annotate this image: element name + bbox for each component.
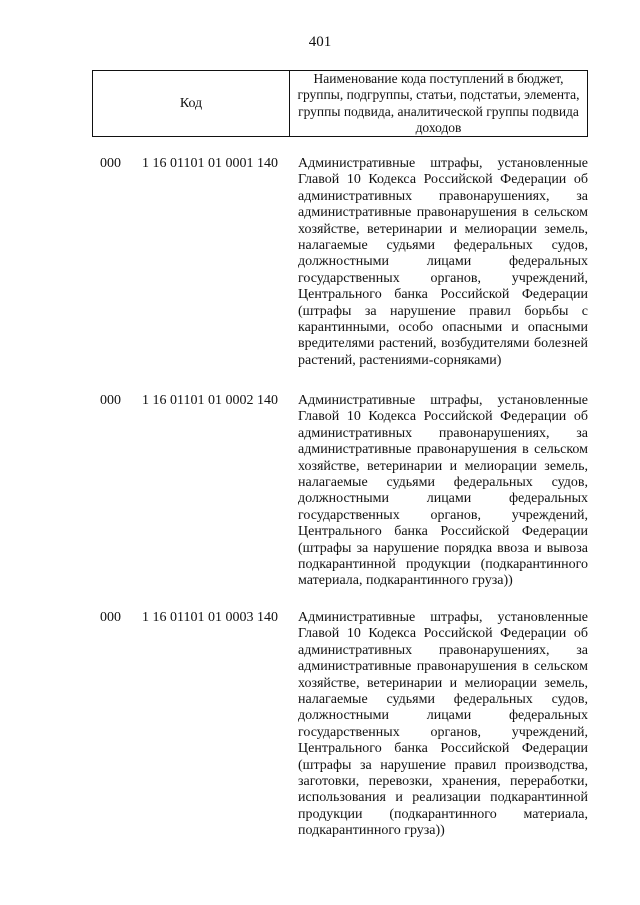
header-name-label: Наименование кода поступлений в бюджет, группы, подгруппы, статьи, подстатьи, элемента, группы подвида, аналитической группы подвида доходов bbox=[297, 70, 580, 135]
revenue-description: Административные штрафы, установленные Главой 10 Кодекса Российской Федерации об административных правонарушениях, за административные правонарушения в сельском хозяйстве, ветеринарии и мелиорации земель, налагаемые судьями федеральных судов, должностными лицами федеральных государственных органов, учреждений, Центрального банка Российской Федерации (штрафы за нарушение правил борьбы с карантинными, особо опасными и опасными вредителями растений, возбудителями болезней растений, растениями-сорняками) bbox=[298, 156, 588, 368]
admin-code: 000 bbox=[100, 610, 121, 625]
revenue-code: 1 16 01101 01 0002 140 bbox=[142, 393, 278, 408]
header-code-label: Код bbox=[93, 71, 290, 136]
table-header bbox=[92, 70, 588, 137]
admin-code: 000 bbox=[100, 393, 121, 408]
admin-code: 000 bbox=[100, 156, 121, 171]
revenue-description: Административные штрафы, установленные Главой 10 Кодекса Российской Федерации об административных правонарушениях, за административные правонарушения в сельском хозяйстве, ветеринарии и мелиорации земель, налагаемые судьями федеральных судов, должностными лицами федеральных государственных органов, учреждений, Центрального банка Российской Федерации (штрафы за нарушение порядка ввоза и вывоза подкарантинной продукции (подкарантинного материала, подкарантинного груза)) bbox=[298, 393, 588, 589]
revenue-code: 1 16 01101 01 0003 140 bbox=[142, 610, 278, 625]
page-number: 401 bbox=[308, 34, 332, 50]
revenue-description: Административные штрафы, установленные Главой 10 Кодекса Российской Федерации об административных правонарушениях, за административные правонарушения в сельском хозяйстве, ветеринарии и мелиорации земель, налагаемые судьями федеральных судов, должностными лицами федеральных государственных органов, учреждений, Центрального банка Российской Федерации (штрафы за нарушение правил производства, заготовки, перевозки, хранения, переработки, использования и реализации подкарантинной продукции (подкарантинного материала, подкарантинного груза)) bbox=[298, 610, 588, 839]
revenue-code: 1 16 01101 01 0001 140 bbox=[142, 156, 278, 171]
